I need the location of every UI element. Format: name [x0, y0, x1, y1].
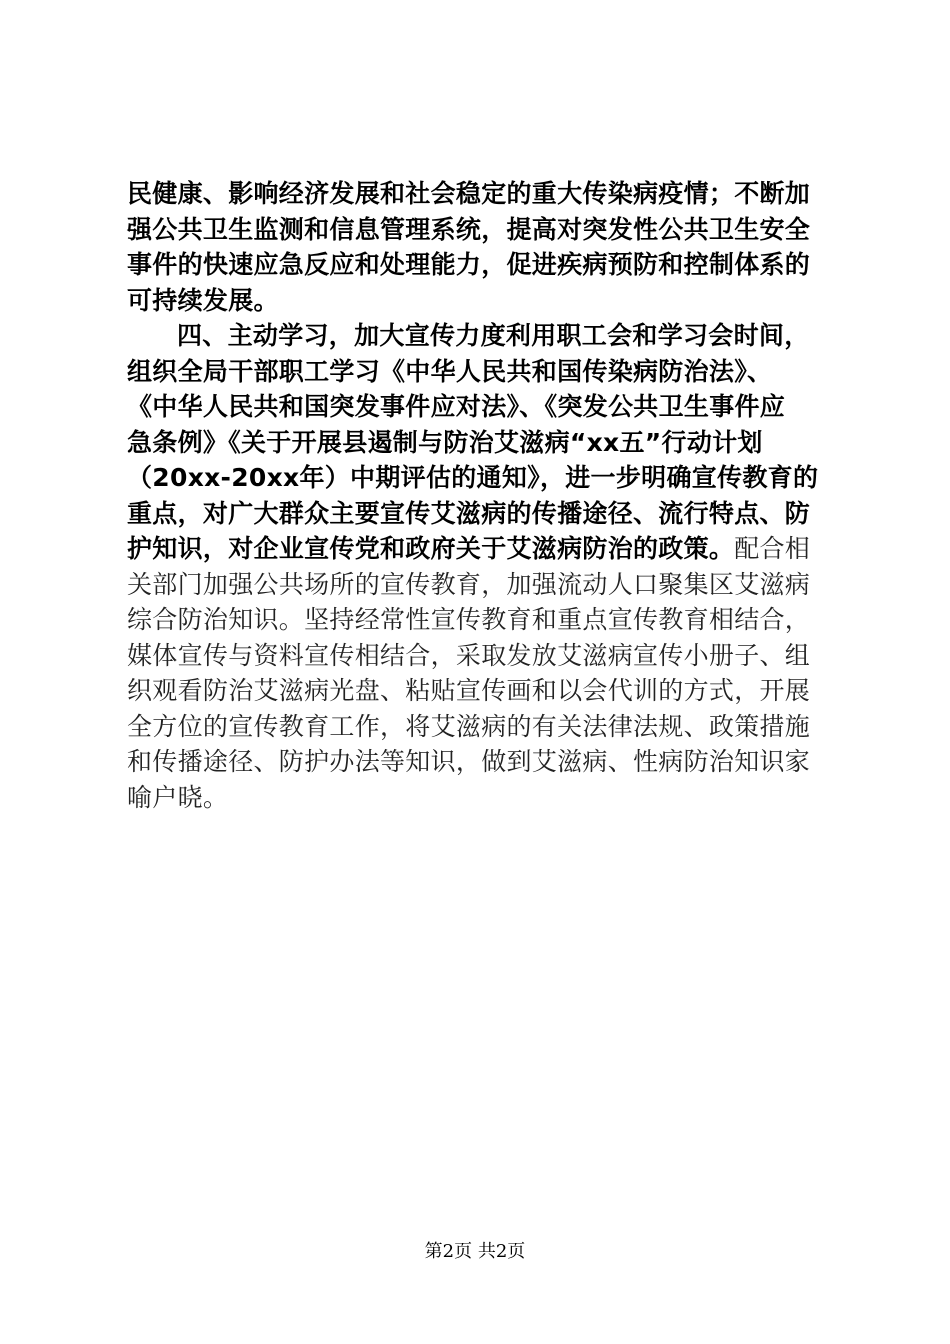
text-line-5-paragraph-start: 四、主动学习，加大宣传力度利用职工会和学习会时间， [177, 321, 810, 350]
text-line-2: 强公共卫生监测和信息管理系统，提高对突发性公共卫生安全 [127, 214, 811, 244]
text-line-6: 组织全局干部职工学习《中华人民共和国传染病防治法》、 [127, 356, 773, 386]
text-line-12: 关部门加强公共场所的宣传教育，加强流动人口聚集区艾滋病 [127, 569, 811, 599]
text-line-13: 综合防治知识。坚持经常性宣传教育和重点宣传教育相结合， [127, 605, 811, 634]
page-footer [0, 1240, 950, 1264]
text-line-7: 《中华人民共和国突发事件应对法》、《突发公共卫生事件应 [127, 392, 786, 421]
page-number-label: 第2页 共2页 [424, 1241, 526, 1262]
text-line-16: 全方位的宣传教育工作，将艾滋病的有关法律法规、政策措施 [127, 711, 811, 741]
text-line-4: 可持续发展。 [127, 285, 279, 315]
text-line-14: 媒体宣传与资料宣传相结合，采取发放艾滋病宣传小册子、组 [127, 640, 811, 670]
text-line-11-bold-part: 护知识，对企业宣传党和政府关于艾滋病防治的政策。 [127, 534, 735, 563]
text-line-11-tail: 配合相 [734, 534, 811, 563]
text-line-15: 织观看防治艾滋病光盘、粘贴宣传画和以会代训的方式，开展 [127, 676, 811, 705]
text-line-18: 喻户晓。 [127, 782, 229, 812]
text-line-1: 民健康、影响经济发展和社会稳定的重大传染病疫情；不断加 [127, 179, 811, 208]
document-body [127, 176, 837, 815]
text-line-17: 和传播途径、防护办法等知识，做到艾滋病、性病防治知识家 [127, 747, 811, 776]
text-line-11 [127, 531, 837, 567]
text-line-8: 急条例》《关于开展县遏制与防治艾滋病“xx五”行动计划 [127, 427, 763, 457]
text-line-10: 重点，对广大群众主要宣传艾滋病的传播途径、流行特点、防 [127, 498, 811, 528]
text-line-9: （20xx-20xx年）中期评估的通知》，进一步明确宣传教育的 [127, 463, 819, 492]
text-line-3: 事件的快速应急反应和处理能力，促进疾病预防和控制体系的 [127, 250, 811, 279]
